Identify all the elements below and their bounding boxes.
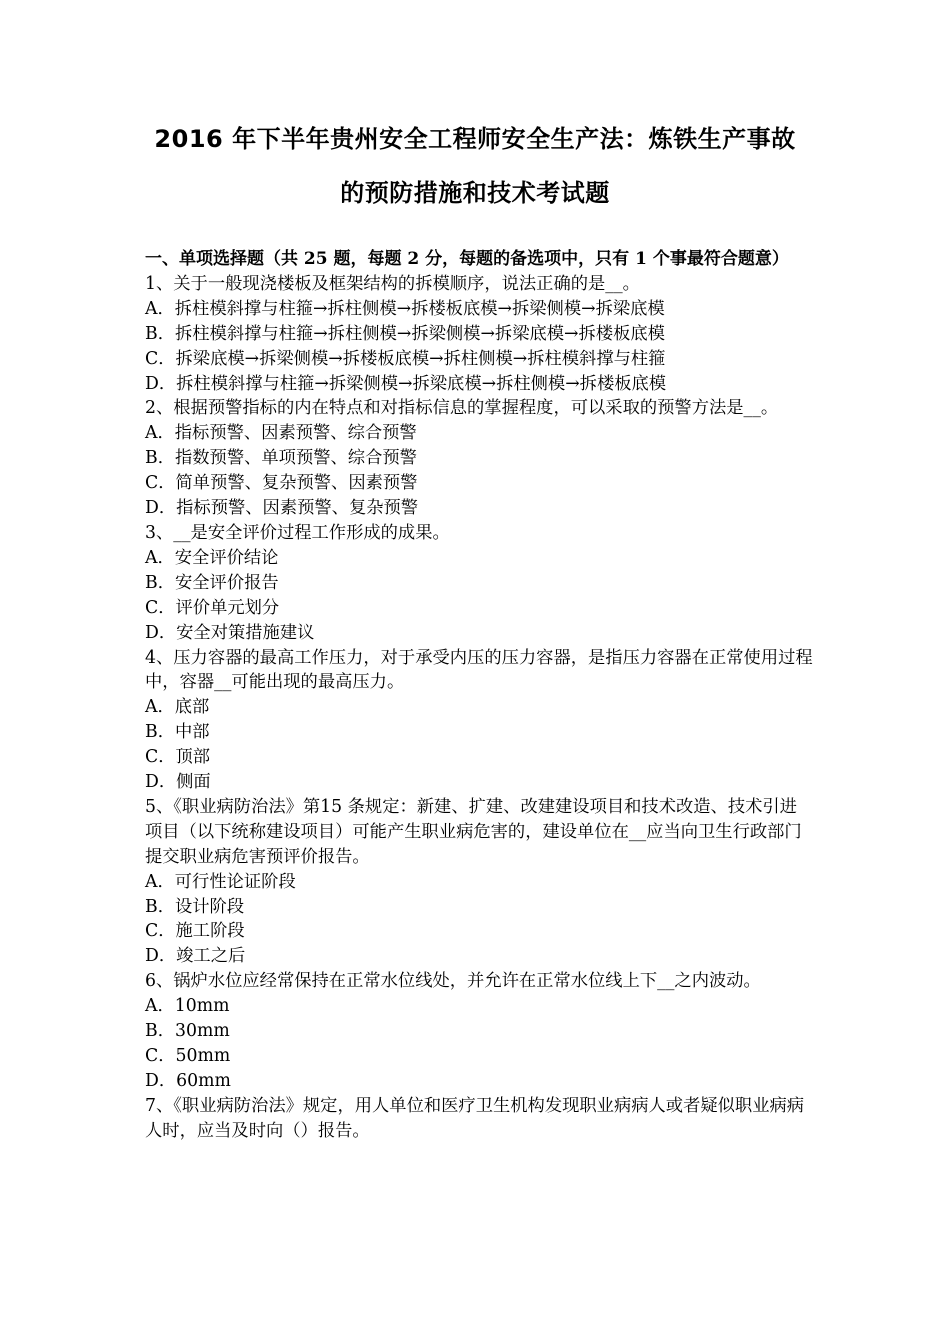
answer-option: D．侧面 — [145, 772, 211, 793]
question-item — [145, 521, 813, 646]
section-heading: 一、单项选择题（共 25 题，每题 2 分，每题的备选项中，只有 1 个事最符合题意） — [145, 249, 789, 269]
question-list — [145, 272, 813, 1144]
answer-option: C．50mm — [145, 1046, 231, 1066]
answer-option: D．拆柱模斜撑与柱箍→拆梁侧模→拆梁底模→拆柱侧模→拆楼板底模 — [145, 373, 667, 394]
answer-option: B．30mm — [145, 1021, 230, 1042]
question-item — [145, 969, 813, 1094]
question-item — [145, 646, 813, 795]
answer-option: B．设计阶段 — [145, 896, 245, 917]
document-title-line-1: 2016 年下半年贵州安全工程师安全生产法：炼铁生产事故 — [154, 125, 796, 153]
answer-option: A．可行性论证阶段 — [145, 871, 296, 892]
document-title-line-2: 的预防措施和技术考试题 — [340, 179, 610, 207]
question-stem: 7、《职业病防治法》规定，用人单位和医疗卫生机构发现职业病病人或者疑似职业病病人时，应当及时向（）报告。 — [145, 1095, 805, 1141]
answer-option: C．简单预警、复杂预警、因素预警 — [145, 473, 418, 494]
answer-option: D．安全对策措施建议 — [145, 622, 315, 643]
question-item — [145, 795, 813, 969]
answer-option: C．顶部 — [145, 747, 211, 768]
answer-option: B．指数预警、单项预警、综合预警 — [145, 448, 417, 469]
question-stem: 1、关于一般现浇楼板及框架结构的拆模顺序，说法正确的是__。 — [145, 273, 640, 294]
answer-option: C．拆梁底模→拆梁侧模→拆楼板底模→拆柱侧模→拆柱模斜撑与柱箍 — [145, 348, 666, 369]
question-stem: 2、根据预警指标的内在特点和对指标信息的掌握程度，可以采取的预警方法是__。 — [145, 398, 779, 419]
answer-option: C．施工阶段 — [145, 921, 245, 942]
answer-option: D．60mm — [145, 1070, 231, 1091]
answer-option: B．拆柱模斜撑与柱箍→拆柱侧模→拆梁侧模→拆梁底模→拆楼板底模 — [145, 323, 665, 344]
question-stem: 4、压力容器的最高工作压力，对于承受内压的压力容器，是指压力容器在正常使用过程中，容器__可能出现的最高压力。 — [145, 647, 813, 693]
answer-option: B．安全评价报告 — [145, 572, 279, 593]
document-body — [145, 247, 813, 1144]
question-item — [145, 396, 813, 521]
answer-option: A．10mm — [145, 996, 230, 1017]
answer-option: B．中部 — [145, 722, 210, 743]
answer-option: A．底部 — [145, 697, 210, 718]
answer-option: A．拆柱模斜撑与柱箍→拆柱侧模→拆楼板底模→拆梁侧模→拆梁底模 — [145, 298, 665, 319]
question-stem: 5、《职业病防治法》第15 条规定：新建、扩建、改建建设项目和技术改造、技术引进项目（以下统称建设项目）可能产生职业病危害的，建设单位在__应当向卫生行政部门提交职业病危害预评价报告。 — [145, 796, 802, 867]
answer-option: D．指标预警、因素预警、复杂预警 — [145, 498, 419, 519]
question-item — [145, 1094, 813, 1144]
question-item — [145, 272, 813, 397]
question-stem: 6、锅炉水位应经常保持在正常水位线处，并允许在正常水位线上下__之内波动。 — [145, 971, 761, 992]
question-stem: 3、__是安全评价过程工作形成的成果。 — [145, 522, 450, 543]
answer-option: A．指标预警、因素预警、综合预警 — [145, 423, 417, 444]
answer-option: A．安全评价结论 — [145, 547, 279, 568]
answer-option: C．评价单元划分 — [145, 597, 280, 618]
answer-option: D．竣工之后 — [145, 946, 246, 967]
